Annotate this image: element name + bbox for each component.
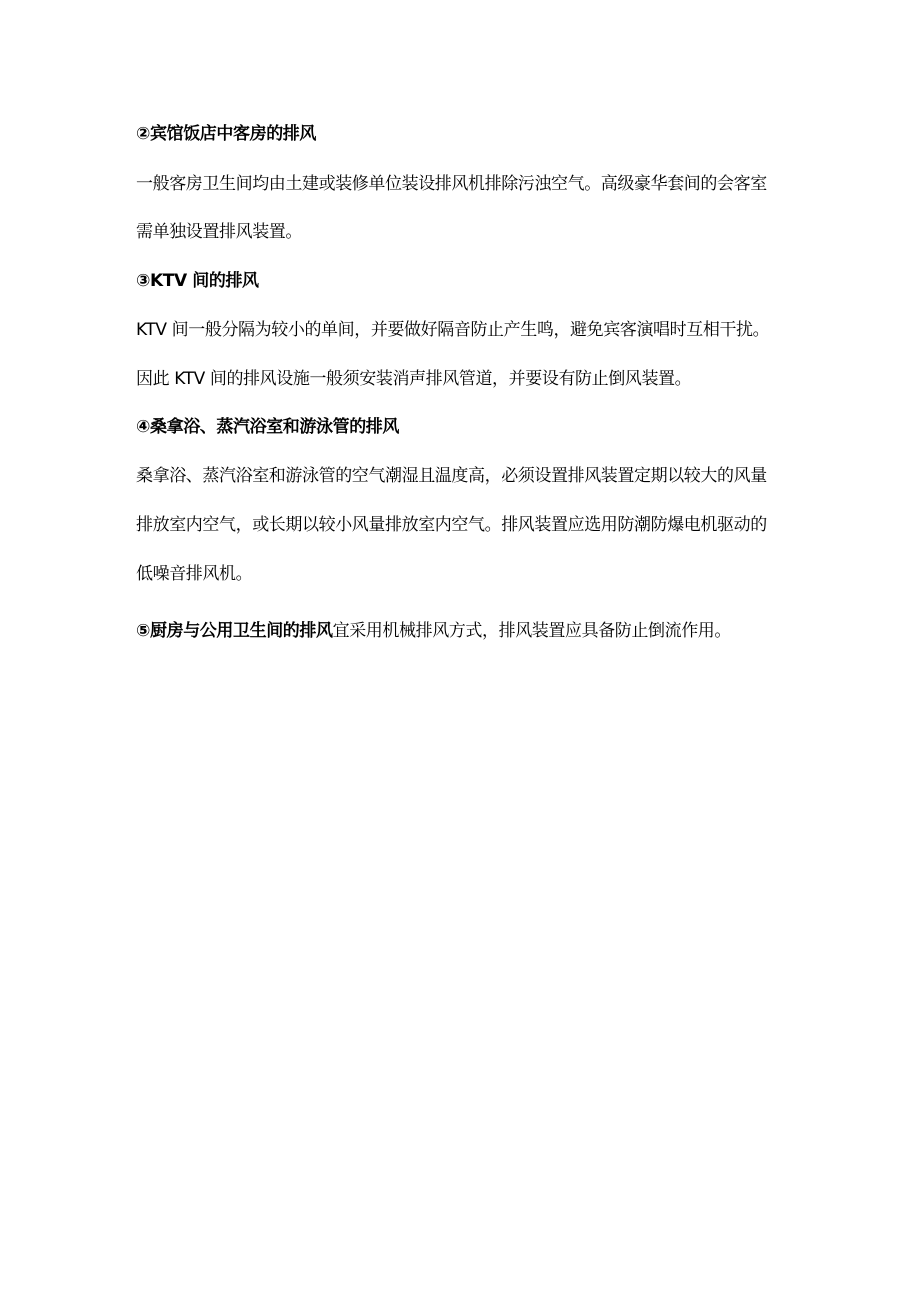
paragraph-line: 一般客房卫生间均由土建或装修单位装设排风机排除污浊空气。高级豪华套间的会客室 bbox=[136, 174, 767, 194]
section-heading-guest-room: ②宾馆饭店中客房的排风 bbox=[136, 124, 316, 144]
paragraph-line: 排放室内空气，或长期以较小风量排放室内空气。排风装置应选用防潮防爆电机驱动的 bbox=[136, 515, 767, 535]
kitchen-paragraph bbox=[136, 620, 731, 642]
paragraph-line: 低噪音排风机。 bbox=[136, 564, 253, 584]
kitchen-paragraph-text: 宜采用机械排风方式，排风装置应具备防止倒流作用。 bbox=[332, 621, 731, 641]
section-heading-ktv: ③KTV 间的排风 bbox=[136, 271, 259, 291]
paragraph-line: KTV 间一般分隔为较小的单间，并要做好隔音防止产生鸣，避免宾客演唱时互相干扰。 bbox=[136, 320, 770, 340]
paragraph-line: 桑拿浴、蒸汽浴室和游泳管的空气潮湿且温度高，必须设置排风装置定期以较大的风量 bbox=[136, 466, 767, 486]
section-heading-sauna: ④桑拿浴、蒸汽浴室和游泳管的排风 bbox=[136, 417, 399, 437]
paragraph-line: 因此 KTV 间的排风设施一般须安装消声排风管道，并要设有防止倒风装置。 bbox=[136, 369, 692, 389]
section-heading-kitchen: ⑤厨房与公用卫生间的排风 bbox=[136, 621, 333, 641]
paragraph-line: 需单独设置排风装置。 bbox=[136, 222, 302, 242]
